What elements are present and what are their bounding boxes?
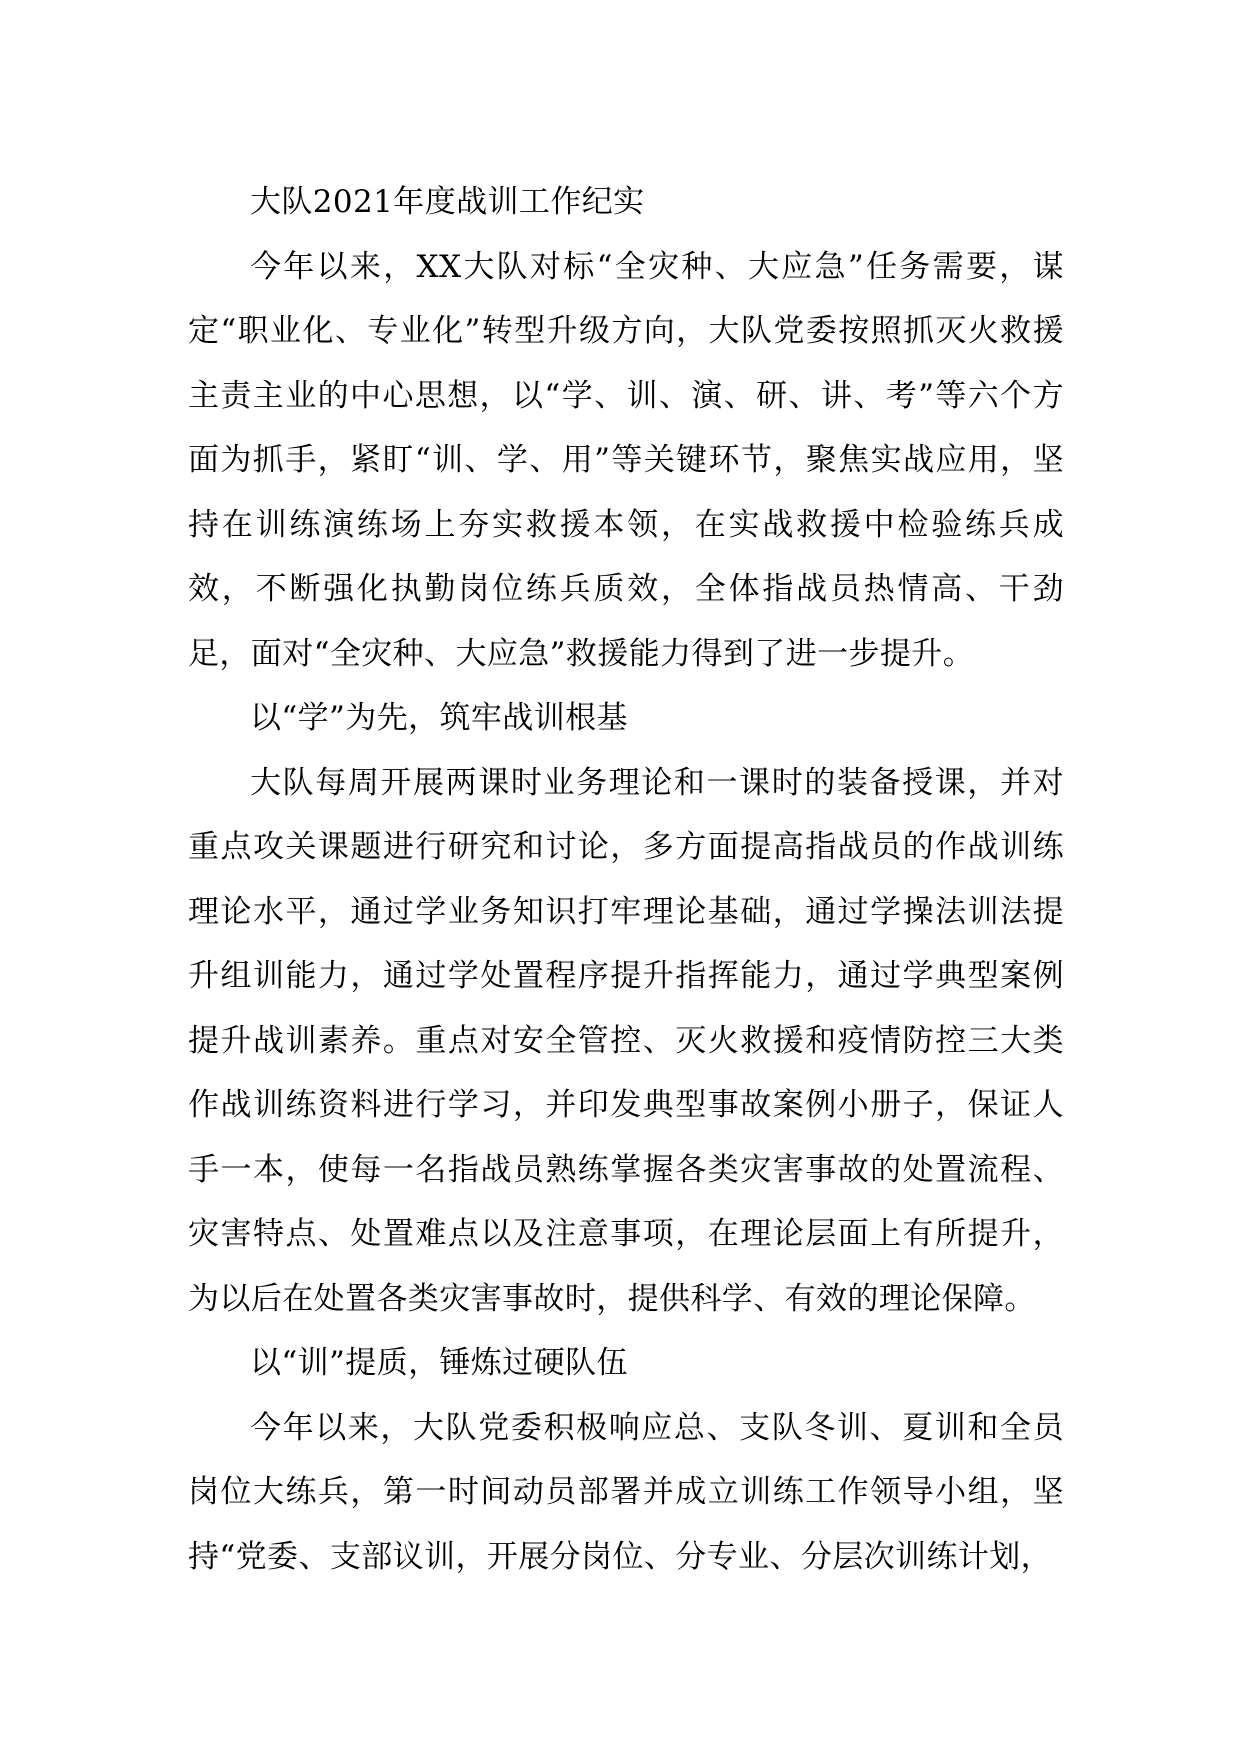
study-paragraph: 大队每周开展两课时业务理论和一课时的装备授课，并对重点攻关课题进行研究和讨论，多方面提高指战员的作战训练理论水平，通过学业务知识打牢理论基础，通过学操法训法提升组训能力，通过学处置程序提升指挥能力，通过学典型案例提升战训素养。重点对安全管控、灭火救援和疫情防控三大类作战训练资料进行学习，并印发典型事故案例小册子，保证人手一本，使每一名指战员熟练掌握各类灾害事故的处置流程、灾害特点、处置难点以及注意事项，在理论层面上有所提升，为以后在处置各类灾害事故时，提供科学、有效的理论保障。 <box>188 764 1064 1317</box>
intro-paragraph: 今年以来，XX大队对标“全灾种、大应急”任务需要，谋定“职业化、专业化”转型升级方向，大队党委按照抓灭火救援主责主业的中心思想，以“学、训、演、研、讲、考”等六个方面为抓手，紧盯“训、学、用”等关键环节，聚焦实战应用，坚持在训练演练场上夯实救援本领，在实战救援中检验练兵成效，不断强化执勤岗位练兵质效，全体指战员热情高、干劲足，面对“全灾种、大应急”救援能力得到了进一步提升。 <box>188 248 1064 672</box>
section-heading-study: 以“学”为先，筑牢战训根基 <box>250 700 628 736</box>
document-body <box>188 170 1064 1589</box>
training-paragraph: 今年以来，大队党委积极响应总、支队冬训、夏训和全员岗位大练兵，第一时间动员部署并成立训练工作领导小组，坚持“党委、支部议训，开展分岗位、分专业、分层次训练计划， <box>188 1409 1064 1575</box>
section-heading-training: 以“训”提质，锤炼过硬队伍 <box>250 1345 628 1381</box>
document-title: 大队2021年度战训工作纪实 <box>250 184 645 220</box>
